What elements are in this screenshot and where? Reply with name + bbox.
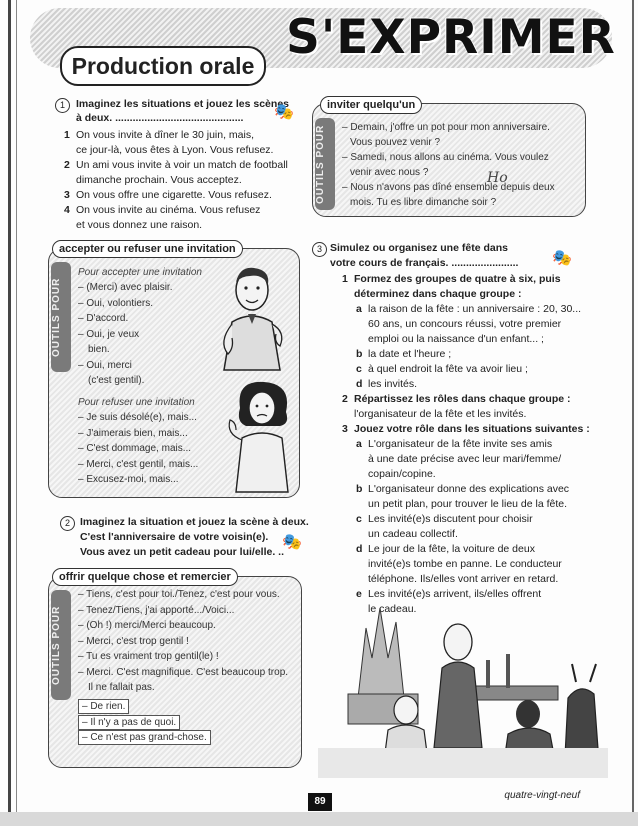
- step-text: L'organisateur de la fête invite ses amis: [368, 438, 553, 450]
- step-text: un cadeau collectif.: [368, 528, 458, 540]
- step-text: Les invité(e)s discutent pour choisir: [368, 513, 533, 525]
- step-marker: d: [356, 543, 363, 555]
- page-edge: [632, 0, 634, 826]
- list-item-text: On vous offre une cigarette. Vous refusez.: [76, 189, 272, 201]
- list-item-text: ce jour-là, vous êtes à Lyon. Vous refusez.: [76, 144, 274, 156]
- box-line: – Tiens, c'est pour toi./Tenez, c'est pour vous.: [78, 589, 280, 600]
- accept-line: – Oui, je veux: [78, 328, 140, 340]
- step-text: le cadeau.: [368, 603, 417, 615]
- step-text: téléphone. Ils/elles vont arriver en retard.: [368, 573, 559, 585]
- refuse-heading: Pour refuser une invitation: [78, 397, 195, 408]
- step-marker: c: [356, 363, 362, 375]
- step-text: la date et l'heure ;: [368, 348, 452, 360]
- step-text: les invités.: [368, 378, 418, 390]
- box-line: – Tu es vraiment trop gentil(le) !: [78, 651, 219, 662]
- box-line: Vous pouvez venir ?: [350, 137, 441, 148]
- list-item-number: 4: [64, 204, 70, 216]
- step-text: à une date précise avec leur mari/femme/: [368, 453, 562, 465]
- step-text: Les invité(e)s arrivent, ils/elles offrent: [368, 588, 542, 600]
- book-spine: [8, 0, 11, 826]
- refuse-line: – Je suis désolé(e), mais...: [78, 412, 197, 423]
- step-text: Le jour de la fête, la voiture de deux: [368, 543, 535, 555]
- box-line: venir avec nous ?: [350, 167, 429, 178]
- list-item-text: et vous donnez une raison.: [76, 219, 203, 231]
- handwritten-note: Ho: [487, 170, 508, 186]
- activity3-number: 3: [312, 242, 327, 257]
- step-marker: c: [356, 513, 362, 525]
- activity2-number: 2: [60, 516, 75, 531]
- step-text: Répartissez les rôles dans chaque groupe :: [354, 393, 571, 405]
- box-line: – Il n'y a pas de quoi.: [78, 715, 180, 730]
- step-marker: b: [356, 483, 363, 495]
- activity1-number: 1: [55, 98, 70, 113]
- box-inviter-side-label: OUTILS POUR: [315, 118, 335, 210]
- step-marker: a: [356, 438, 362, 450]
- list-item-text: dimanche prochain. Vous acceptez.: [76, 174, 242, 186]
- box-line: – De rien.: [78, 699, 129, 714]
- box-accepter-title: accepter ou refuser une invitation: [52, 240, 243, 258]
- step-marker: d: [356, 378, 363, 390]
- step-marker: b: [356, 348, 363, 360]
- box-line: – Merci. C'est magnifique. C'est beaucoup trop.: [78, 666, 289, 678]
- theatre-mask-icon: 🎭: [552, 250, 572, 267]
- woman-illustration: [222, 380, 300, 495]
- book-spine-line: [16, 0, 17, 826]
- step-text: Jouez votre rôle dans les situations suivantes :: [354, 423, 590, 435]
- accept-line: – (Merci) avec plaisir.: [78, 282, 173, 293]
- step-marker: a: [356, 303, 362, 315]
- box-line: – Nous n'avons pas dîné ensemble depuis deux: [342, 182, 555, 193]
- step-text: emploi ou la naissance d'un enfant... ;: [368, 333, 544, 345]
- step-text: un petit plan, pour trouver le lieu de la fête.: [368, 498, 568, 510]
- party-illustration: [318, 598, 608, 778]
- activity3-line2: votre cours de français. .......................: [330, 257, 519, 269]
- accept-line: (c'est gentil).: [88, 375, 145, 386]
- theatre-mask-icon: 🎭: [282, 534, 302, 551]
- refuse-line: – C'est dommage, mais...: [78, 443, 192, 454]
- box-line: – Ce n'est pas grand-chose.: [78, 730, 211, 745]
- box-line: – Merci, c'est trop gentil !: [78, 635, 189, 647]
- accept-heading: Pour accepter une invitation: [78, 267, 202, 278]
- box-accepter-side-label: OUTILS POUR: [51, 262, 71, 372]
- activity1-title-line1: Imaginez les situations et jouez les scènes: [76, 98, 289, 110]
- step-text: Formez des groupes de quatre à six, puis: [354, 273, 561, 285]
- refuse-line: – J'aimerais bien, mais...: [78, 427, 188, 439]
- section-title: S'EXPRIMER: [286, 10, 616, 65]
- list-item-text: Un ami vous invite à voir un match de football: [76, 159, 288, 171]
- step-text: à quel endroit la fête va avoir lieu ;: [368, 363, 528, 375]
- scan-bottom-band: [0, 812, 638, 826]
- page-number-words: quatre-vingt-neuf: [504, 790, 580, 801]
- box-inviter-title: inviter quelqu'un: [320, 96, 422, 114]
- box-offrir-side-label: OUTILS POUR: [51, 590, 71, 700]
- step-marker: 1: [342, 273, 348, 285]
- page-number: 89: [308, 793, 332, 811]
- box-line: – (Oh !) merci/Merci beaucoup.: [78, 620, 216, 631]
- accept-line: bien.: [88, 344, 110, 355]
- list-item-number: 3: [64, 189, 70, 201]
- step-marker: 3: [342, 423, 348, 435]
- activity3-line1: Simulez ou organisez une fête dans: [330, 242, 508, 254]
- list-item-text: On vous invite à dîner le 30 juin, mais,: [76, 129, 255, 141]
- list-item-text: On vous invite au cinéma. Vous refusez: [76, 204, 261, 216]
- accept-line: – Oui, merci: [78, 359, 132, 371]
- box-offrir-title: offrir quelque chose et remercier: [52, 568, 238, 586]
- theatre-mask-icon: 🎭: [274, 104, 294, 121]
- activity1-title-line2: à deux. ............................................: [76, 112, 244, 124]
- step-text: L'organisateur donne des explications avec: [368, 483, 570, 495]
- step-text: invité(e)s tombe en panne. Le conducteur: [368, 558, 562, 570]
- step-marker: 2: [342, 393, 348, 405]
- step-text: 60 ans, un concours réussi, votre premier: [368, 318, 562, 330]
- man-illustration: [210, 262, 295, 372]
- step-marker: e: [356, 588, 362, 600]
- step-text: la raison de la fête : un anniversaire : 20, 30...: [368, 303, 582, 315]
- step-text: déterminez dans chaque groupe :: [354, 288, 522, 300]
- box-line: Il ne fallait pas.: [88, 682, 155, 693]
- step-text: l'organisateur de la fête et les invités.: [354, 408, 527, 420]
- step-text: copain/copine.: [368, 468, 436, 480]
- accept-line: – Oui, volontiers.: [78, 297, 154, 309]
- list-item-number: 1: [64, 129, 70, 141]
- activity2-line3: Vous avez un petit cadeau pour lui/elle. ..: [80, 546, 285, 558]
- box-line: – Demain, j'offre un pot pour mon anniversaire.: [342, 122, 550, 133]
- accept-line: – D'accord.: [78, 313, 129, 324]
- activity2-line2: C'est l'anniversaire de votre voisin(e).: [80, 531, 269, 543]
- page-title: Production orale: [60, 46, 266, 86]
- box-line: mois. Tu es libre dimanche soir ?: [350, 197, 497, 208]
- box-line: – Tenez/Tiens, j'ai apporté.../Voici...: [78, 604, 235, 616]
- refuse-line: – Merci, c'est gentil, mais...: [78, 458, 199, 470]
- list-item-number: 2: [64, 159, 70, 171]
- refuse-line: – Excusez-moi, mais...: [78, 474, 179, 485]
- box-line: – Samedi, nous allons au cinéma. Vous voulez: [342, 152, 549, 163]
- activity2-line1: Imaginez la situation et jouez la scène à deux.: [80, 516, 309, 528]
